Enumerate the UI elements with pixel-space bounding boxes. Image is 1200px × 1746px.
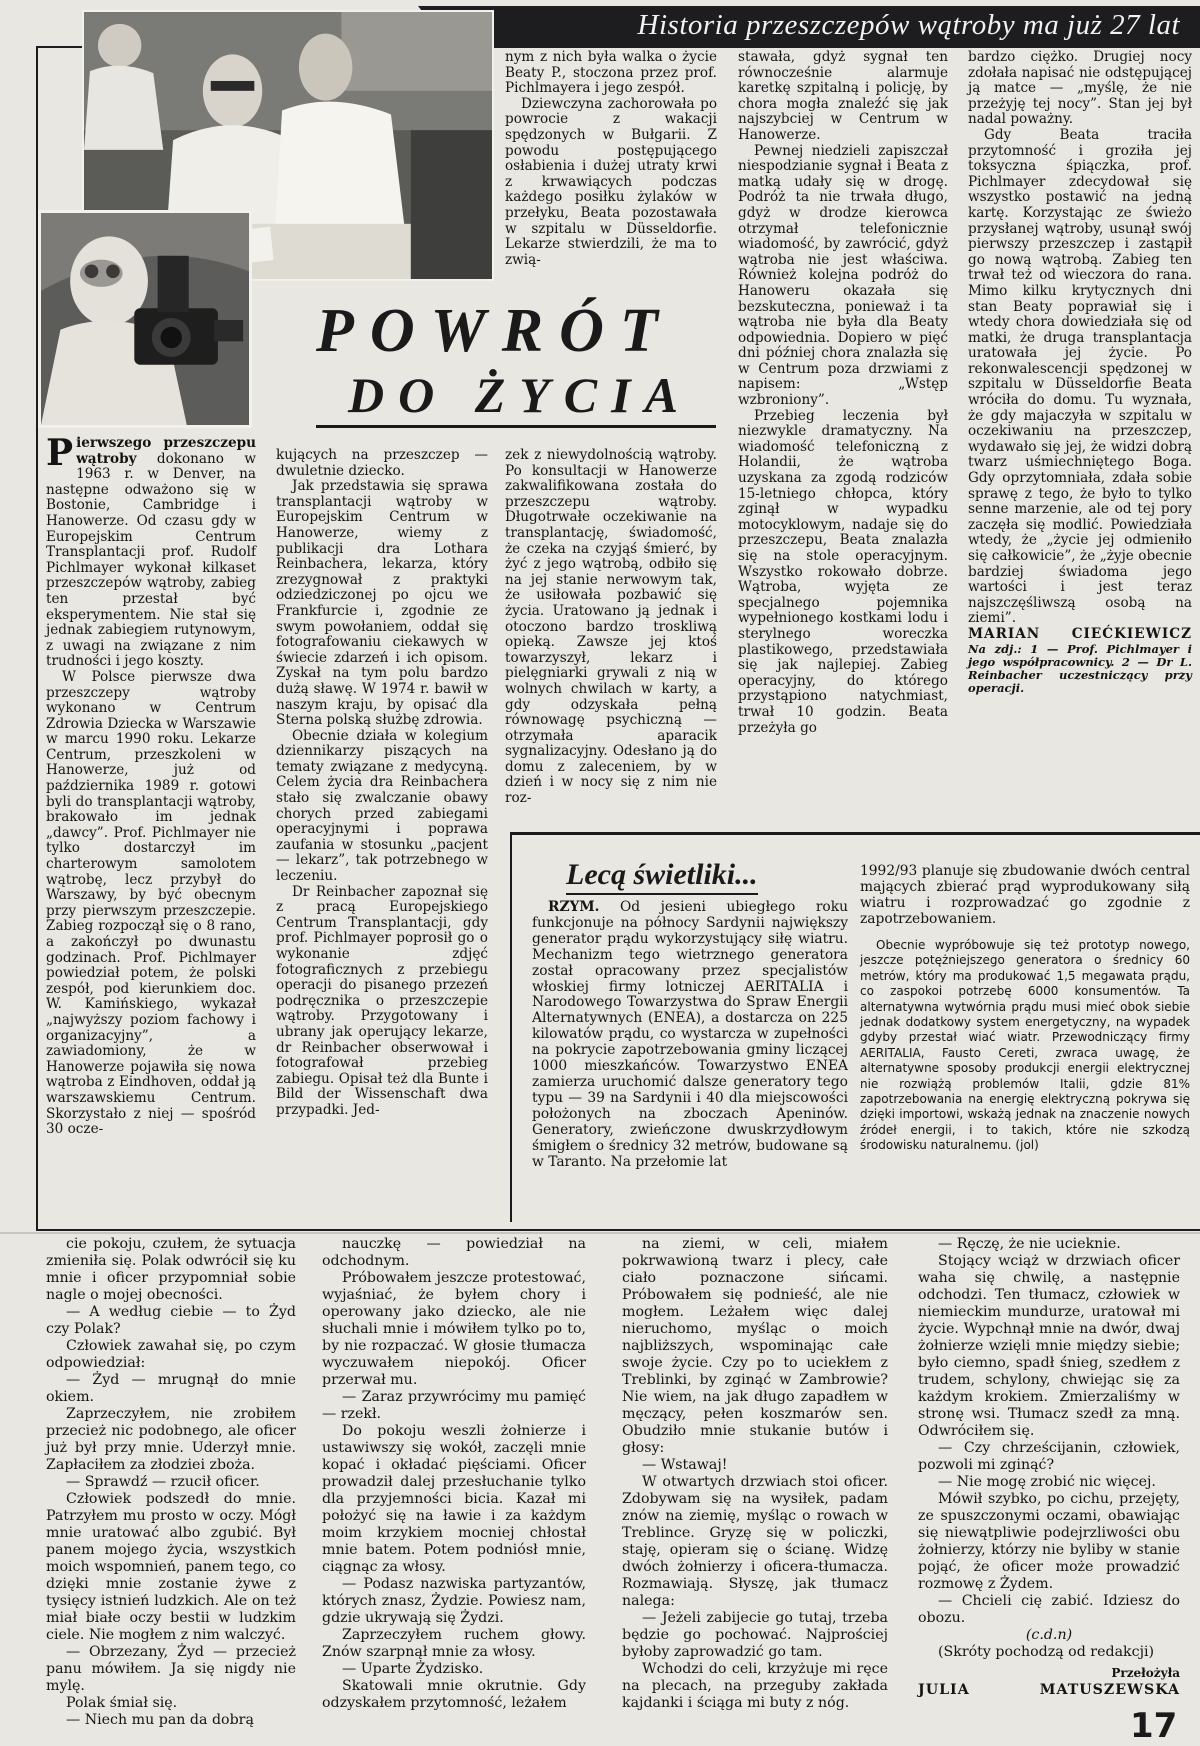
- paragraph: Przebieg leczenia był niezwykle dramatyczny. Na wiadomość telefoniczną z Holandii, że wątroba uzyskana za zgodą rodziców 15-letniego chłopca, który zginął w wypadku motocyklowym, nadaje się do przeszczepu, Beata znalazła się na stole operacyjnym. Wszystko rokowało dobrze. Wątroba, wyjęta ze specjalnego pojemnika wypełnionego kostkami lodu i sterylnego woreczka plastikowego, przedstawiała się jak najlepiej. Zabieg operacyjny, do którego przystąpiono natychmiast, trwał 10 godzin. Beata przeżyła go: [738, 407, 948, 736]
- paragraph: stawała, gdyż sygnał ten równocześnie alarmuje karetkę szpitalną i policję, by chora mogła znaleźć się jak najszybciej w Centrum w Hanowerze.: [738, 49, 948, 143]
- paragraph: Dr Reinbacher zapoznał się z pracą Europejskiego Centrum Transplantacji, gdy prof. Pichlmayer poprosił go o wykonanie zdjęć fotograficznych z przebiegu operacji do pisanego przezeń podręcznika o przeszczepie wątroby. Przygotowany i ubrany jak operujący lekarze, dr Reinbacher obserwował i fotografował przebieg zabiegu. Opisał też dla Bunte i Bild der Wissenschaft dwa przypadki. Jed-: [276, 883, 488, 1118]
- story-paragraph: Zaprzeczyłem ruchem głowy. Znów szarpnął mnie za włosy.: [322, 1627, 586, 1660]
- article-column-5: [968, 50, 1192, 820]
- article-column-4: [738, 50, 948, 818]
- sidebar-title: Lecą świetliki...: [566, 858, 758, 891]
- author-first-name: MARIAN: [968, 625, 1041, 642]
- story-paragraph: — Wstawaj!: [642, 1457, 728, 1473]
- story-paragraph: cie pokoju, czułem, że sytuacja zmieniła się. Polak odwrócił się ku mnie i oficer przypomniał sobie nagle o mojej obecności.: [46, 1236, 296, 1303]
- story-paragraph: Człowiek zawahał się, po czym odpowiedział:: [46, 1338, 296, 1371]
- article-lead-paragraph: [46, 432, 256, 670]
- story-paragraph: Mówił szybko, po cichu, przejęty, ze spuszczonymi oczami, obawiając się niewątpliwie podejrzliwości obu żołnierzy, którzy nie byliby w stanie pojąć, że oficer może prowadzić rozmowę z Żydem.: [918, 1491, 1180, 1592]
- paragraph: nym z nich była walka o życie Beaty P., stoczona przez prof. Pichlmayera i jego zespół.: [505, 49, 717, 97]
- story-column-1: [46, 1236, 296, 1728]
- story-paragraph: — Ręczę, że nie ucieknie.: [938, 1236, 1121, 1252]
- sidebar-dateline: RZYM.: [548, 899, 600, 915]
- story-paragraph: W otwartych drzwiach stoi oficer. Zdobywam się na wysiłek, padam znów na ziemię, myśląc o rowach w Treblince. Gryzę się w policzki, staję, opieram się o ścianę. Widzę dwóch żołnierzy i oficera-tłumacza. Rozmawiają. Słyszę, jak tłumacz nalega:: [622, 1474, 888, 1609]
- lead-bold: ierwszego przeszczepu wątroby: [76, 435, 256, 467]
- story-paragraph: Stojący wciąż w drzwiach oficer waha się chwilę, a następnie odchodzi. Ten tłumacz, człowiek w niemieckim mundurze, uratował mi życie. Wypchnął mnie na dwór, dwaj żołnierze wzięli mnie między siebie; było ciemno, spadł śnieg, szedłem z trudem, schylony, chwiejąc się za każdym krokiem. Zmierzaliśmy w stronę wsi. Tłumacz szedł za mną. Odwróciłem się.: [918, 1253, 1180, 1439]
- story-paragraph: Zaprzeczyłem, nie zrobiłem przecież nic podobnego, ale oficer już był przy mnie. Uderzył mnie. Zapłaciłem za złodziei zboża.: [46, 1406, 296, 1473]
- story-paragraph: nauczkę — powiedział na odchodnym.: [322, 1236, 586, 1269]
- article-column-3-top: [505, 50, 717, 285]
- sidebar-column-1: [532, 900, 848, 1220]
- article-column-3-bottom: [505, 448, 717, 830]
- translator-block: [1040, 1665, 1180, 1699]
- story-paragraph: Polak śmiał się.: [66, 1695, 178, 1711]
- article-author: [968, 627, 1192, 643]
- article-column-2: [276, 448, 488, 1220]
- photo-camera-image: [41, 213, 249, 425]
- article-column-1: [46, 432, 256, 1216]
- author-last-name: CIEĆKIEWICZ: [1071, 625, 1192, 642]
- headline-rule: [316, 425, 716, 428]
- story-paragraph: — Chcieli cię zabić. Idziesz do obozu.: [918, 1593, 1180, 1626]
- story-paragraph: — Nie mogę zrobić nic więcej.: [938, 1474, 1156, 1490]
- headline-line2: DO ŻYCIA: [348, 367, 692, 423]
- paragraph: kujących na przeszczep — dwuletnie dziecko.: [276, 447, 488, 479]
- paragraph: Pewnej niedzieli zapiszczał niespodzianie sygnał i Beata z matką udały się w drogę. Podróż ta nie trwała długo, gdyż w drodze kierowca otrzymał telefonicznie wiadomość, by zawrócić, gdyż wątroba nie jest właściwa. Również kolejna podróż do Hanoweru okazała się bezskuteczna, ponieważ i ta wątroba nie była dla Beaty odpowiednia. Dopiero w pięć dni później chora znalazła się w Centrum poza drzwiami z napisem: „Wstęp wzbroniony”.: [738, 142, 948, 409]
- header-title: Historia przeszczepów wątroby ma już 27 lat: [637, 9, 1180, 41]
- story-column-4: [918, 1236, 1180, 1706]
- sidebar-paragraph: Obecnie wypróbowuje się też prototyp nowego, jeszcze potężniejszego generatora o średnicy 60 metrów, który ma produkować 1,5 megawata prądu, co zaspokoi potrzebę 6000 konsumentów. Ta alternatywna wytwórnia prądu musi mieć obok siebie jednak dodatkowy system energetyczny, na wypadek gdyby przestał wiać wiatr. Przewodniczący firmy AERITALIA, Fausto Cereti, zwraca uwagę, że alternatywne sposoby produkcji energii elektrycznej nie rozwiążą problemów Italii, gdzie 81% zapotrzebowania na energię elektryczną pokrywa się dzięki importowi, wskażą jednak na znaczenie nowych źródeł energii, i to takich, które nie szkodzą środowisku naturalnemu. (jol): [860, 938, 1190, 1153]
- story-paragraph: — Jeżeli zabijecie go tutaj, trzeba będzie go pochować. Najprościej byłoby zaprowadzić go tam.: [622, 1610, 888, 1660]
- paragraph-text: dokonano w 1963 r. w Denver, na następne odważono się w Bostonie, Cambridge i Hanowerze. Od czasu gdy w Europejskim Centrum Transplantacji prof. Rudolf Pichlmayer wykonał kilkaset przeszczepów wątroby, zabieg ten przestał być eksperymentem. Nie stał się jednak zabiegiem rutynowym, z uwagi na związane z nim trudności i jego koszty.: [46, 450, 256, 670]
- story-paragraph: — Podasz nazwiska partyzantów, których znasz, Żydzie. Powiesz nam, gdzie ukrywają się Żydzi.: [322, 1576, 586, 1626]
- story-paragraph: Do pokoju weszli żołnierze i ustawiwszy się wokół, zaczęli mnie kopać i okładać pięściami. Oficer prowadził dalej przesłuchanie tylko dla przyjemności bicia. Kazał mi położyć się na ławie i za każdym moim krzykiem mocniej chłostał mnie batem. Potem podniósł mnie, ciągnąc za włosy.: [322, 1423, 586, 1575]
- translator-first-name: JULIA: [918, 1682, 970, 1698]
- story-paragraph: — Zaraz przywrócimy mu pamięć — rzekł.: [322, 1389, 586, 1422]
- story-paragraph: — Żyd — mrugnął do mnie okiem.: [46, 1372, 296, 1405]
- dropcap: P: [46, 432, 74, 474]
- story-paragraph: Próbowałem jeszcze protestować, wyjaśniać, że byłem chory i operowany jako dziecko, ale nie słuchali mnie i mówiłem tylko po to, by nie rozpaczać. W głosie tłumacza wyczuwałem niepokój. Oficer przerwał mu.: [322, 1270, 586, 1388]
- headline-line1: POWRÓT: [316, 297, 674, 365]
- story-paragraph: Wchodzi do celi, krzyżuje mi ręce na plecach, na przeguby zakłada kajdanki i ściąga mi buty z nóg.: [622, 1661, 888, 1711]
- translator-credit: [918, 1665, 1180, 1699]
- paragraph: Obecnie działa w kolegium dziennikarzy piszących na tematy związane z medycyną. Celem życia dra Reinbachera stało się zwalczanie obawy chorych przed zabiegami operacyjnymi i poprawa zaufania w stosunku „pacjent — lekarz”, tak potrzebnego w leczeniu.: [276, 727, 488, 885]
- continued-note: (c.d.n): [1025, 1627, 1073, 1643]
- story-column-2: [322, 1236, 586, 1711]
- paragraph: Dziewczyna zachorowała po powrocie z wakacji spędzonych w Bułgarii. Z powodu postępującego osłabienia i dużej utraty krwi z krwawiących podczas każdego posiłku żylaków w przełyku, Beata pozostawała w szpitalu w Düsseldorfie. Lekarze stwierdzili, że ma to zwią-: [505, 95, 717, 268]
- page-number: 17: [1130, 1706, 1178, 1746]
- story-paragraph: Człowiek podszedł do mnie. Patrzyłem mu prosto w oczy. Mógł mnie uratować albo zgubić. Był panem mojego życia, wszystkich moich wspomnień, panem tego, co dzięki mnie zostanie żywe z tysięcy istnień ludzkich. Ale on też miał białe oczy bestii w ludzkim ciele. Nie mogłem z nim walczyć.: [46, 1491, 296, 1643]
- story-paragraph: — Sprawdź — rzucił oficer.: [66, 1474, 260, 1490]
- photo-caption: Na zdj.: 1 — Prof. Pichlmayer i jego współpracownicy. 2 — Dr L. Reinbacher uczestniczący przy operacji.: [968, 641, 1192, 695]
- paragraph: Jak przedstawia się sprawa transplantacji wątroby w Europejskim Centrum w Hanowerze, wiemy z publikacji dra Lothara Reinbachera, lekarza, który zrezygnował z praktyki odziedziczonej po ojcu we Frankfurcie i, zgodnie ze swym powołaniem, oddał się fotografowaniu ciekawych w świecie zdarzeń i ich opisom. Zyskał na tym polu bardzo dużą sławę. W 1974 r. bawił w naszym kraju, by opisać dla Sterna polską służbę zdrowia.: [276, 478, 488, 729]
- translator-last-name: MATUSZEWSKA: [1039, 1682, 1180, 1698]
- sidebar-text: Od jesieni ubiegłego roku funkcjonuje na północy Sardynii największy generator prądu wykorzystujący siłę wiatru. Mechanizm tego wietrznego generatora został opracowany przez specjalistów włoskiej firmy lotniczej AERITALIA i Narodowego Towarzystwa do Spraw Energii Alternatywnych (ENEA), a dostarcza on 225 kilowatów prądu, co wystarcza w zupełności na pokrycie zapotrzebowania gminy liczącej 1000 mieszkańców. Towarzystwo ENEA zamierza uruchomić dalsze generatory tego typu — 39 na Sardynii i 40 dla miejscowości położonych na zboczach Apeninów. Generatory, zwieńczone dwuskrzydłowym śmigłem o średnicy 32 metrów, budowane są w Taranto. Na przełomie lat: [532, 899, 848, 1170]
- sidebar-paragraph: [532, 900, 848, 1170]
- sidebar-paragraph: 1992/93 planuje się zbudowanie dwóch central mających zbierać prąd wyprodukowany siłą wiatru i rozprowadzać go zgodnie z zapotrzebowaniem.: [860, 863, 1190, 927]
- photo-camera-operator: [38, 210, 252, 428]
- paragraph: zek z niewydolnością wątroby. Po konsultacji w Hanowerze zakwalifikowana została do przeszczepu wątroby. Długotrwałe oczekiwanie na transplantację, świadomość, że czeka na czyjąś śmierć, by żyć z jego wątrobą, odbiło się na jej stanie nerwowym tak, że usiłowała pozbawić się życia. Uratowano ją jednak i otoczono bardzo troskliwą opieką. Zawsze jej ktoś towarzyszył, lekarz i pielęgniarki grywali z nią w wolnych chwilach w karty, a gdy odzyskała pełną równowagę psychiczną — otrzymała aparacik sygnalizacyjny. Odesłano ją do domu z zaleceniem, by w dzień i w nocy się z nim nie roz-: [505, 447, 717, 807]
- story-column-3: [622, 1236, 888, 1711]
- paragraph: bardzo ciężko. Drugiej nocy zdołała napisać nie odstępującej ją matce — „myślę, że nie przeżyję tej nocy”. Stan jej był nadal poważny.: [968, 49, 1192, 128]
- paragraph: W Polsce pierwsze dwa przeszczepy wątroby wykonano w Centrum Zdrowia Dziecka w Warszawie w marcu 1990 roku. Lekarze Centrum, przeszkoleni w Hanowerze, już od października 1989 r. gotowi byli do transplantacji wątroby, brakowało im jednak „dawcy”. Prof. Pichlmayer nie tylko dostarczył im charterowym samolotem wątrobę, lecz przybył do Warszawy, by być obecnym przy pierwszym przeszczepie. Zabieg rozpoczął się o 8 rano, a zakończył po dwunastu godzinach. Prof. Pichlmayer powiedział potem, że polski zespół, pod kierunkiem doc. W. Kamińskiego, wykazał „najwyższy poziom fachowy i organizacyjny”, a zawiadomiony, że w Hanowerze pojawiła się nowa wątroba z Eindhoven, oddał ją warszawskiemu Centrum. Skorzystało z niej — spośród 30 ocze-: [46, 668, 256, 1138]
- story-paragraph: — Uparte Żydzisko.: [342, 1661, 484, 1677]
- story-paragraph: — Obrzezany, Żyd — przecież panu mówiłem. Ja się nigdy nie mylę.: [46, 1644, 296, 1694]
- translator-label: Przełożyła: [1111, 1666, 1180, 1680]
- bottom-divider: [0, 1232, 1200, 1234]
- story-paragraph: — Niech mu pan da dobrą: [66, 1712, 254, 1728]
- story-paragraph: Skatowali mnie okrutnie. Gdy odzyskałem przytomność, leżałem: [322, 1678, 586, 1711]
- paragraph: Gdy Beata traciła przytomność i groziła jej toksyczna śpiączka, prof. Pichlmayer zdecydował się wszystko postawić na jedną kartę. Korzystając ze świeżo przysłanej wątroby, usunął swój pierwszy przeszczep i zastąpił go nową wątrobą. Zabieg ten trwał też od wieczora do rana. Mimo kilku krytycznych dni stan Beaty poprawiał się i wtedy chora dowiedziała się od matki, że druga transplantacja uratowała jej życie. Po rekonwalescencji spędzonej w szpitalu w Düsseldorfie Beata wróciła do domu. Tu wyznała, że gdy majaczyła w szpitalu w oczekiwaniu na przeszczep, wydawało się jej, że widzi dobrą twarz uśmiechniętego Boga. Gdy oprzytomniała, zdała sobie sprawę z tego, że było to tylko senne marzenie, ale od tej pory zaczęła się modlić. Powiedziała wtedy, że „życie jej odmieniło się całkowicie”, że „żyje obecnie bardziej świadoma jego wartości i jest teraz najszczęśliwszą osobą na ziemi”.: [968, 126, 1192, 627]
- sidebar-column-2-small: [860, 938, 1190, 1220]
- story-paragraph: — A według ciebie — to Żyd czy Polak?: [46, 1304, 296, 1337]
- story-paragraph: — Czy chrześcijanin, człowiek, pozwoli mi zginąć?: [918, 1440, 1180, 1473]
- story-paragraph: na ziemi, w celi, miałem pokrwawioną twarz i plecy, całe ciało poznaczone sińcami. Próbowałem się podnieść, ale nie mogłem. Leżałem więc dalej nieruchomo, myśląc o moich najbliższych, wspominając całe swoje życie. Czy po to uciekłem z Treblinki, by zginąć w Zambrowie? Nie wiem, na jak długo zapadłem w męczący, pełen koszmarów sen. Obudziło mnie stukanie butów i głosy:: [622, 1236, 888, 1456]
- sidebar-column-2: [860, 864, 1190, 934]
- editorial-note: (Skróty pochodzą od redakcji): [938, 1644, 1155, 1660]
